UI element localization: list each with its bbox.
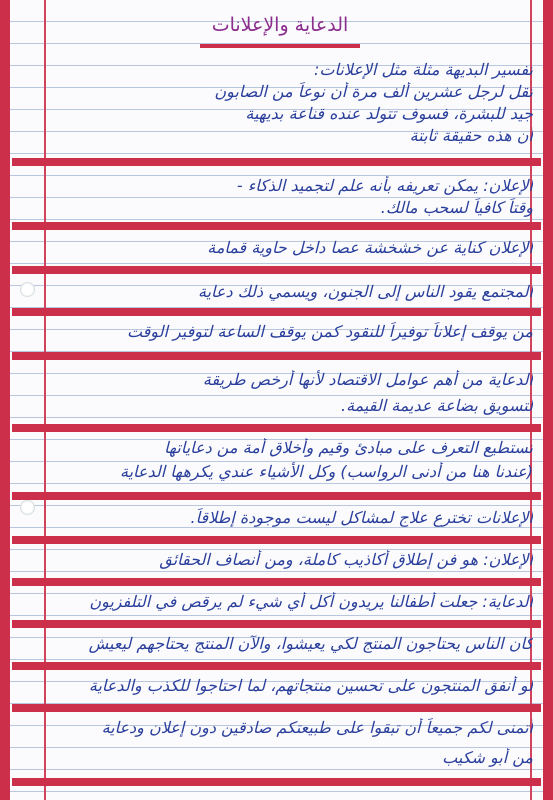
- section-divider: [12, 308, 541, 316]
- left-margin-band: [0, 0, 10, 800]
- text-line: الإعلان: هو فن إطلاق أكاذيب كاملة، ومن أنصاف الحقائق: [159, 550, 533, 569]
- text-line: جيد للبشرة، فسوف تتولد عنده قناعة بديهية: [245, 104, 533, 123]
- section-divider: [12, 222, 541, 230]
- binder-hole-bottom: [20, 500, 35, 515]
- section-divider: [12, 578, 541, 586]
- section-divider: [12, 620, 541, 628]
- text-line: الإعلان: يمكن تعريفه بأنه علم لتجميد الذكاء -: [236, 176, 533, 195]
- text-line: من يوقف إعلاناً توفيراً للنقود كمن يوقف الساعة لتوفير الوقت: [126, 322, 533, 341]
- text-line: الإعلان كناية عن خشخشة عصا داخل حاوية قمامة: [207, 238, 533, 257]
- section-divider: [12, 492, 541, 500]
- right-margin-band: [543, 0, 553, 800]
- section-divider: [12, 662, 541, 670]
- text-line: لتسويق بضاعة عديمة القيمة.: [340, 396, 533, 415]
- section-divider: [12, 778, 541, 786]
- margin-line-left: [44, 0, 46, 800]
- text-line: الدعاية: جعلت أطفالنا يريدون أكل أي شيء لم يرقص في التلفزيون: [89, 592, 533, 611]
- text-line: كان الناس يحتاجون المنتج لكي يعيشوا، والآن المنتج يحتاجهم ليعيش: [88, 634, 533, 653]
- text-line: (عندنا هنا من أدنى الرواسب) وكل الأشياء عندي يكرهها الدعاية: [120, 462, 533, 481]
- text-line: أتمنى لكم جميعاً أن تبقوا على طبيعتكم صادقين دون إعلان ودعاية: [101, 718, 533, 737]
- section-divider: [12, 266, 541, 274]
- text-line: تقل لرجل عشرين ألف مرة أن نوعاً من الصابون: [214, 82, 533, 101]
- title-underline: [200, 44, 360, 48]
- text-line: المجتمع يقود الناس إلى الجنون، ويسمي ذلك دعاية: [198, 282, 533, 301]
- text-line: لو أنفق المنتجون على تحسين منتجاتهم، لما احتاجوا للكذب والدعاية: [88, 676, 533, 695]
- text-line: وقتاً كافياً لسحب مالك.: [380, 198, 533, 217]
- text-line: الدعاية من أهم عوامل الاقتصاد لأنها أرخص طريقة: [202, 370, 533, 389]
- section-divider: [12, 352, 541, 360]
- page-title: الدعاية والإعلانات: [211, 14, 349, 36]
- binder-hole-top: [20, 282, 35, 297]
- text-line: أن هذه حقيقة ثابتة: [409, 126, 533, 145]
- signature-line: من أبو شكيب: [442, 748, 533, 767]
- section-divider: [12, 158, 541, 166]
- section-divider: [12, 424, 541, 432]
- section-divider: [12, 536, 541, 544]
- text-line: تفسير البديهة مثلة مثل الإعلانات:: [313, 60, 533, 79]
- section-divider: [12, 704, 541, 712]
- text-line: الإعلانات تخترع علاج لمشاكل ليست موجودة إطلاقاً.: [190, 508, 533, 527]
- text-line: تستطيع التعرف على مبادئ وقيم وأخلاق أمة من دعاياتها: [164, 438, 533, 457]
